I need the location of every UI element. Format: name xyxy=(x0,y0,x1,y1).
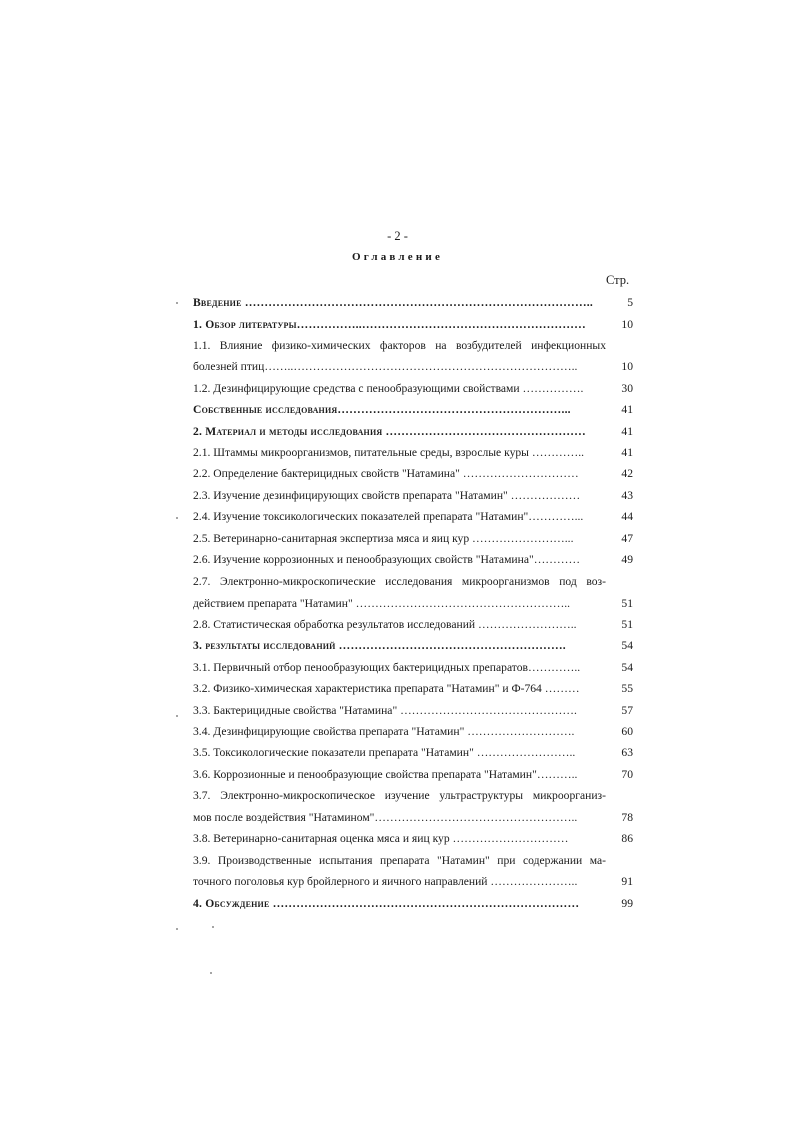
toc-entry-title: 1.2. Дезинфицирующие средства с пенообразующими свойствами ……………. xyxy=(193,382,584,395)
toc-entry-page: 43 xyxy=(621,489,633,502)
toc-entry-title: 1. Обзор литературы……………..………………………………………………… xyxy=(193,318,586,331)
toc-entry-title: Введение …………………………………………………………………………….. xyxy=(193,296,593,309)
scan-speck xyxy=(212,926,214,928)
toc-entry-title: 2.1. Штаммы микроорганизмов, питательные среды, взрослые куры ………….. xyxy=(193,446,585,459)
toc-entry xyxy=(193,810,633,826)
toc-entry-page: 10 xyxy=(621,318,633,331)
toc-entry-page: 55 xyxy=(621,682,633,695)
toc-entry-page: 63 xyxy=(621,746,633,759)
scan-speck xyxy=(210,972,212,974)
toc-entry-page: 5 xyxy=(627,296,633,309)
toc-entry-title: 2.2. Определение бактерицидных свойств "Натамина" ………………………… xyxy=(193,467,579,480)
toc-entry-page: 30 xyxy=(621,382,633,395)
toc-entry-title: 2.7. Электронно-микроскопические исследования микроорганизмов под воз- xyxy=(193,575,606,588)
toc-entry xyxy=(193,488,633,504)
toc-entry-page: 41 xyxy=(621,446,633,459)
page-number: - 2 - xyxy=(387,229,408,243)
toc-entry-page: 51 xyxy=(621,597,633,610)
toc-entry xyxy=(193,359,633,375)
toc-entry-title: 3.5. Токсикологические показатели препарата "Натамин" …………………….. xyxy=(193,746,576,759)
scan-speck xyxy=(176,715,178,717)
toc-entry xyxy=(193,402,633,418)
toc-entry xyxy=(193,617,633,633)
toc-entry-title: 3.9. Производственные испытания препарата "Натамин" при содержании ма- xyxy=(193,854,606,867)
toc-entry xyxy=(193,552,633,568)
toc-entry xyxy=(193,703,633,719)
toc-entry-page: 44 xyxy=(621,510,633,523)
toc-entry-title: 3.6. Коррозионные и пенообразующие свойства препарата "Натамин"……….. xyxy=(193,768,578,781)
toc-entry xyxy=(193,660,633,676)
toc-entry-title: действием препарата "Натамин" ……………………………………………….. xyxy=(193,597,571,610)
toc-entry-page: 54 xyxy=(621,661,633,674)
toc-entry xyxy=(193,531,633,547)
toc-entry-page: 54 xyxy=(621,639,633,652)
toc-entry-title: точного поголовья кур бройлерного и яичного направлений ………………….. xyxy=(193,875,578,888)
toc-entry xyxy=(193,896,633,912)
contents-heading: Оглавление xyxy=(351,251,444,263)
scan-speck xyxy=(176,517,178,519)
toc-entry-page: 42 xyxy=(621,467,633,480)
toc-entry-page: 47 xyxy=(621,532,633,545)
toc-entry xyxy=(193,381,633,397)
toc-entry-title: 3. результаты исследований …………………………………………………. xyxy=(193,639,566,652)
toc-entry-title: 2.4. Изучение токсикологических показателей препарата "Натамин"…………... xyxy=(193,510,584,523)
toc-entry-title: 2.3. Изучение дезинфицирующих свойств препарата "Натамин" ……………… xyxy=(193,489,581,502)
toc-entry-page: 57 xyxy=(621,704,633,717)
toc-entry xyxy=(193,767,633,783)
toc-entry xyxy=(193,745,633,761)
toc-entry-title: 3.3. Бактерицидные свойства "Натамина" ………………………………………. xyxy=(193,704,577,717)
toc-entry xyxy=(193,509,633,525)
toc-entry xyxy=(193,295,633,311)
toc-entry-title: Собственные исследования…………………………………………………... xyxy=(193,403,571,416)
toc-entry xyxy=(193,681,633,697)
toc-entry-title: 4. Обсуждение …………………………………………………………………… xyxy=(193,897,580,910)
toc-entry-title: 3.4. Дезинфицирующие свойства препарата "Натамин" ………………………. xyxy=(193,725,575,738)
toc-entry-title: 3.1. Первичный отбор пенообразующих бактерицидных препаратов………….. xyxy=(193,661,581,674)
toc-entry-title: 1.1. Влияние физико-химических факторов на возбудителей инфекционных xyxy=(193,339,606,352)
toc-entry xyxy=(193,596,633,612)
toc-entry xyxy=(193,424,633,440)
toc-entry-page: 41 xyxy=(621,403,633,416)
toc-entry-page: 51 xyxy=(621,618,633,631)
toc-entry-page: 60 xyxy=(621,725,633,738)
toc-entry-page: 86 xyxy=(621,832,633,845)
toc-entry-title: 2.5. Ветеринарно-санитарная экспертиза мяса и яиц кур ……………………... xyxy=(193,532,574,545)
toc-entry-page: 41 xyxy=(621,425,633,438)
toc-entry xyxy=(193,724,633,740)
toc-entry-title: 2.6. Изучение коррозионных и пенообразующих свойств "Натамина"………… xyxy=(193,553,581,566)
toc-entry-title: 3.2. Физико-химическая характеристика препарата "Натамин" и Ф-764 ……… xyxy=(193,682,580,695)
toc-entry-page: 10 xyxy=(621,360,633,373)
toc-entry xyxy=(193,853,633,869)
toc-entry-title: мов после воздействия "Натамином"…………………………………………….. xyxy=(193,811,578,824)
toc-entry-title: 3.7. Электронно-микроскопическое изучение ультраструктуры микроорганиз- xyxy=(193,789,606,802)
toc-entry-title: 3.8. Ветеринарно-санитарная оценка мяса и яиц кур ………………………… xyxy=(193,832,569,845)
toc-entry xyxy=(193,788,633,804)
scan-speck xyxy=(176,302,178,304)
toc-entry-page: 49 xyxy=(621,553,633,566)
toc-entry xyxy=(193,638,633,654)
toc-entry xyxy=(193,317,633,333)
pages-column-label: Стр. xyxy=(606,273,630,287)
toc-entry xyxy=(193,466,633,482)
toc-entry-page: 70 xyxy=(621,768,633,781)
toc-entry xyxy=(193,874,633,890)
toc-entry-page: 91 xyxy=(621,875,633,888)
scan-speck xyxy=(176,928,178,930)
toc-entry xyxy=(193,831,633,847)
toc-entry-title: 2.8. Статистическая обработка результатов исследований …………………….. xyxy=(193,618,577,631)
toc-entry xyxy=(193,338,633,354)
toc-entry-title: 2. Материал и методы исследования …………………………………………… xyxy=(193,425,586,438)
toc-entry-title: болезней птиц……..……………………………………………………………….. xyxy=(193,360,578,373)
toc-entry-page: 78 xyxy=(621,811,633,824)
toc-entry xyxy=(193,574,633,590)
toc-entry xyxy=(193,445,633,461)
toc-entry-page: 99 xyxy=(621,897,633,910)
